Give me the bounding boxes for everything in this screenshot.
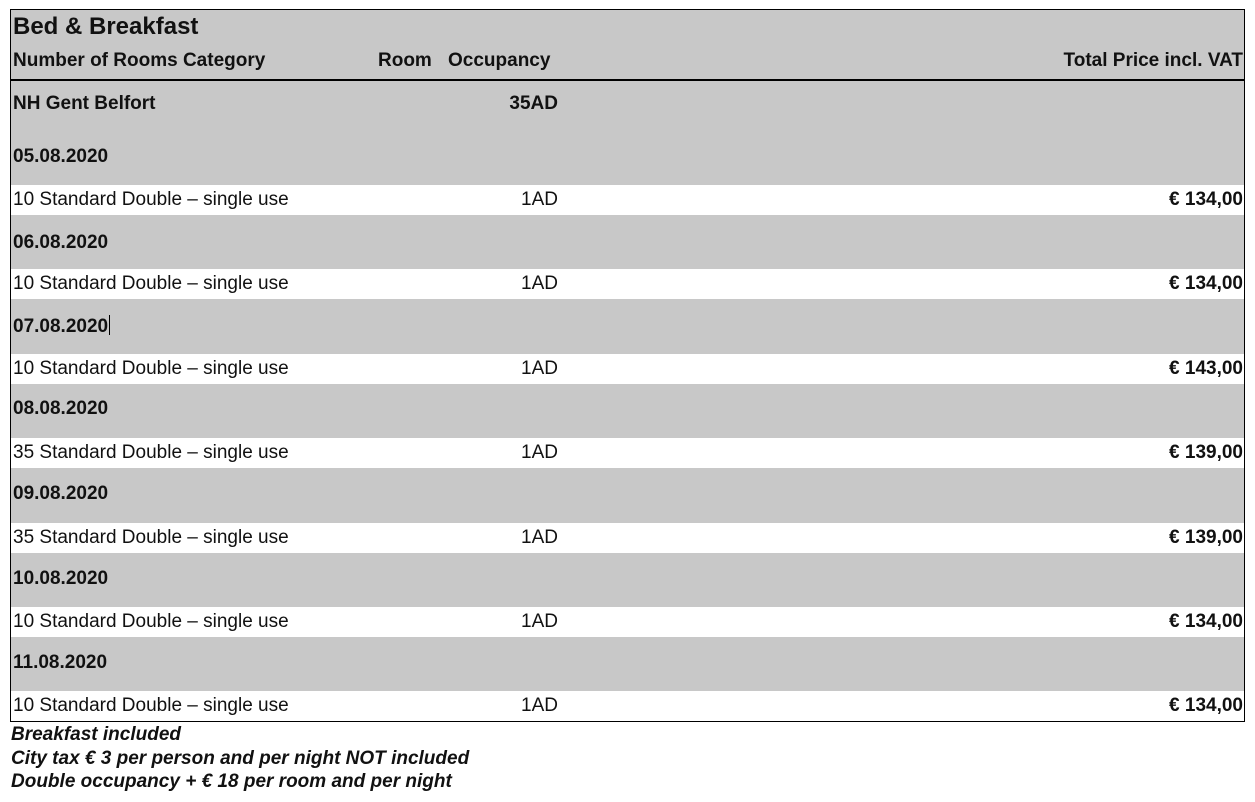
date-row <box>11 468 1244 523</box>
room-price[interactable]: € 134,00 <box>1169 273 1243 294</box>
date-row <box>11 215 1244 269</box>
room-occupancy[interactable]: 1AD <box>521 358 558 379</box>
room-description[interactable]: 10 Standard Double – single use <box>13 273 289 294</box>
hotel-name[interactable]: NH Gent Belfort <box>13 93 156 114</box>
table-row <box>11 607 1244 637</box>
date-row <box>11 299 1244 354</box>
date-row <box>11 553 1244 607</box>
table-row <box>11 438 1244 468</box>
table-row <box>11 354 1244 384</box>
room-description[interactable]: 10 Standard Double – single use <box>13 695 289 716</box>
room-description[interactable]: 35 Standard Double – single use <box>13 442 289 463</box>
date-label[interactable]: 08.08.2020 <box>13 398 109 419</box>
table-row <box>11 523 1244 553</box>
room-occupancy[interactable]: 1AD <box>521 695 558 716</box>
column-header-room[interactable]: Room <box>378 50 432 71</box>
note-double-occupancy[interactable]: Double occupancy + € 18 per room and per night <box>11 771 452 792</box>
room-description[interactable]: 10 Standard Double – single use <box>13 189 289 210</box>
room-occupancy[interactable]: 1AD <box>521 611 558 632</box>
room-price[interactable]: € 134,00 <box>1169 189 1243 210</box>
date-label[interactable]: 10.08.2020 <box>13 568 109 589</box>
section-title[interactable]: Bed & Breakfast <box>13 13 199 40</box>
text-cursor <box>109 315 110 335</box>
table-header <box>11 10 1244 81</box>
room-description[interactable]: 35 Standard Double – single use <box>13 527 289 548</box>
room-price[interactable]: € 143,00 <box>1169 358 1243 379</box>
room-price[interactable]: € 139,00 <box>1169 442 1243 463</box>
room-price[interactable]: € 139,00 <box>1169 527 1243 548</box>
rate-table <box>10 9 1245 722</box>
note-city-tax[interactable]: City tax € 3 per person and per night NOT included <box>11 747 470 769</box>
date-label[interactable]: 11.08.2020 <box>13 652 108 673</box>
notes-block <box>11 723 469 794</box>
column-header-total-price[interactable]: Total Price incl. VAT <box>1063 50 1243 71</box>
date-label[interactable] <box>13 315 110 339</box>
date-row <box>11 384 1244 438</box>
date-label-text: 07.08.2020 <box>13 316 109 337</box>
date-label[interactable]: 09.08.2020 <box>13 483 109 504</box>
hotel-row <box>11 81 1244 185</box>
table-row <box>11 185 1244 215</box>
hotel-occupancy[interactable]: 35AD <box>509 93 558 114</box>
table-row <box>11 269 1244 299</box>
room-price[interactable]: € 134,00 <box>1169 695 1243 716</box>
room-occupancy[interactable]: 1AD <box>521 442 558 463</box>
date-label[interactable]: 06.08.2020 <box>13 232 109 253</box>
room-occupancy[interactable]: 1AD <box>521 273 558 294</box>
room-occupancy[interactable]: 1AD <box>521 527 558 548</box>
date-row <box>11 637 1244 691</box>
room-description[interactable]: 10 Standard Double – single use <box>13 358 289 379</box>
room-description[interactable]: 10 Standard Double – single use <box>13 611 289 632</box>
room-occupancy[interactable]: 1AD <box>521 189 558 210</box>
note-breakfast[interactable]: Breakfast included <box>11 724 181 745</box>
column-header-occupancy[interactable]: Occupancy <box>448 50 551 71</box>
date-label[interactable]: 05.08.2020 <box>13 146 109 167</box>
table-row <box>11 691 1244 721</box>
column-header-rooms-category[interactable]: Number of Rooms Category <box>13 50 266 71</box>
room-price[interactable]: € 134,00 <box>1169 611 1243 632</box>
